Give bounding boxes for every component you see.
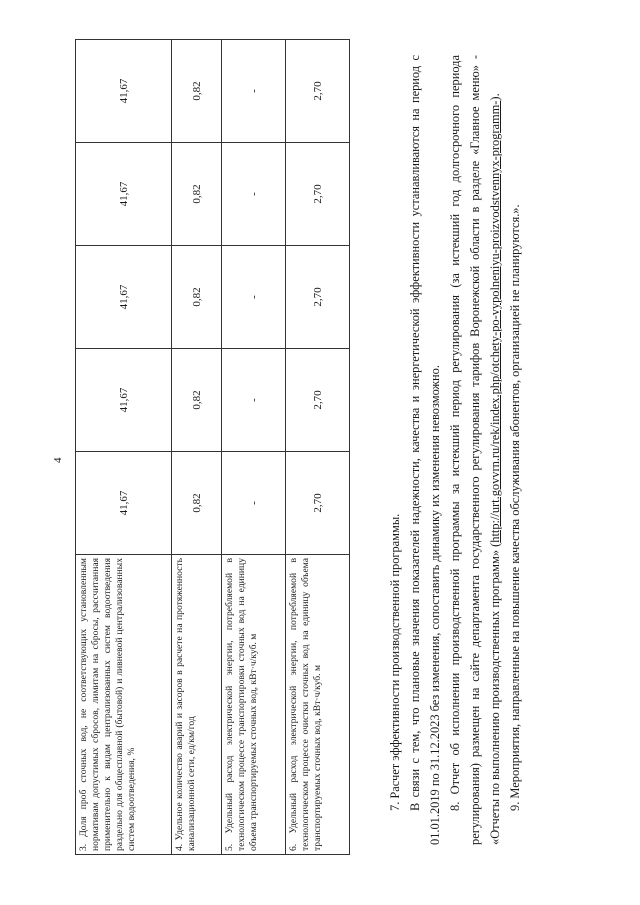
table-row bbox=[172, 40, 222, 855]
indicator-value: 0,82 bbox=[172, 40, 222, 143]
section-8-text: 8. Отчет об исполнении производственной программы за истекший период регулирования (за истекший год долгосрочного периода регулирования) размещен на сайте департамента государственного регулирования тарифов Воронежской области в разделе «Главное меню» - «Отчеты по выполнению производственных программ» ( bbox=[448, 55, 502, 845]
indicator-value: 2,70 bbox=[286, 349, 350, 452]
indicator-value: 41,67 bbox=[76, 40, 172, 143]
indicator-value: 2,70 bbox=[286, 40, 350, 143]
indicators-table bbox=[75, 39, 350, 855]
indicator-value: 0,82 bbox=[172, 349, 222, 452]
indicator-value: 41,67 bbox=[76, 246, 172, 349]
report-link[interactable]: http://urt.govvrn.ru/rek/index.php/otchety-po-vypolneniyu-proizvodstvennyx-programm- bbox=[488, 100, 502, 543]
indicator-value: 41,67 bbox=[76, 452, 172, 555]
indicator-value: - bbox=[222, 349, 286, 452]
section-8-text-end: ). bbox=[488, 93, 502, 101]
table-row bbox=[76, 40, 172, 855]
section-9-text: 9. Мероприятия, направленные на повышение качества обслуживания абонентов, организацией не планируются.». bbox=[508, 204, 522, 811]
indicator-name: 6. Удельный расход электрической энергии, потребляемой в технологическом процессе очистки сточных вод на единицу объема транспортируемых сточных вод, кВт·ч/куб. м bbox=[286, 555, 350, 855]
indicator-value: 2,70 bbox=[286, 246, 350, 349]
indicator-value: 2,70 bbox=[286, 143, 350, 246]
table-row bbox=[222, 40, 286, 855]
indicator-value: 41,67 bbox=[76, 349, 172, 452]
indicator-value: 0,82 bbox=[172, 452, 222, 555]
indicator-value: 0,82 bbox=[172, 143, 222, 246]
indicator-value: 0,82 bbox=[172, 246, 222, 349]
document-body bbox=[385, 55, 525, 845]
indicator-value: - bbox=[222, 452, 286, 555]
table-row bbox=[286, 40, 350, 855]
indicator-name: 3. Доля проб сточных вод, не соответствующих установленным нормативам допустимых сбросов, лимитам на сбросы, рассчитанная применительно к видам централизованных систем водоотведения раздельно для общесплавной (бытовой) и ливневой централизованных систем водоотведения, % bbox=[76, 555, 172, 855]
section-7-text: В связи с тем, что плановые значения показателей надежности, качества и энергетической эффективности устанавливаются на период с 01.01.2019 по 31.12.2023 без изменения, сопоставить динамику их изменения невозможно. bbox=[408, 55, 442, 845]
indicator-name: 5. Удельный расход электрической энергии, потребляемой в технологическом процессе транспортировки сточных вод на единицу объема транспортируемых сточных вод, кВт·ч/куб. м bbox=[222, 555, 286, 855]
section-7-title: 7. Расчет эффективности производственной программы. bbox=[388, 513, 402, 811]
indicator-value: - bbox=[222, 40, 286, 143]
indicator-value: - bbox=[222, 143, 286, 246]
indicator-value: 2,70 bbox=[286, 452, 350, 555]
indicator-value: 41,67 bbox=[76, 143, 172, 246]
section-8-paragraph bbox=[445, 55, 505, 845]
indicator-name: 4. Удельное количество аварий и засоров в расчете на протяженность канализационной сети, ед/км/год bbox=[172, 555, 222, 855]
indicator-value: - bbox=[222, 246, 286, 349]
page-number: 4 bbox=[52, 457, 64, 463]
